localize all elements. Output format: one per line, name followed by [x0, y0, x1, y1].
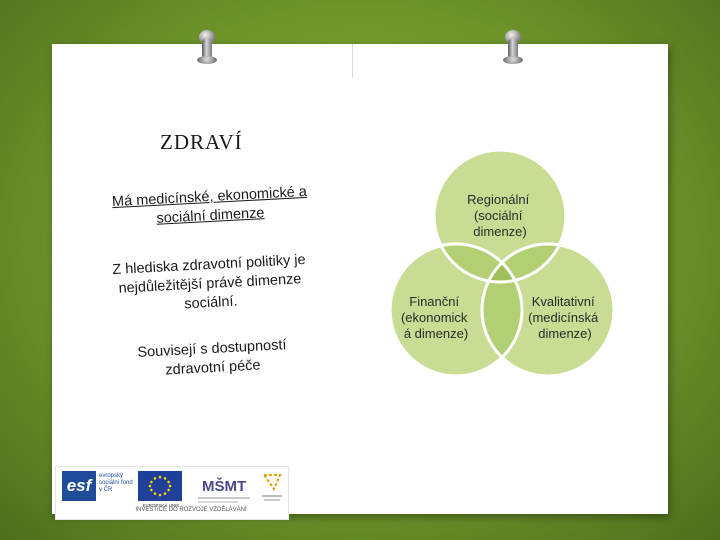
- paragraph-social-dimension: Z hlediska zdravotní politiky je nejdůležitější právě dimenze sociální.: [111, 251, 306, 313]
- msmt-logo: [194, 469, 254, 509]
- eu-flag-icon: [138, 471, 182, 501]
- pushpin-right-icon: [502, 30, 524, 70]
- svg-text:MŠMT: MŠMT: [202, 478, 247, 495]
- venn-label-financial: Finanční (ekonomick á dimenze): [400, 294, 469, 341]
- paragraph-accessibility-text: Souvisejí s: [137, 341, 212, 361]
- paper-fold-line: [352, 44, 353, 78]
- investice-caption: INVESTICE DO ROZVOJE VZDĚLÁVÁNÍ: [135, 507, 247, 513]
- paragraph-accessibility-emphasis: dostupností zdravotní péče: [165, 337, 287, 379]
- subtitle-text: Má medicínské, ekonomické a sociální dimenze: [111, 183, 308, 227]
- venn-label-qualitative: Kvalitativní (medicínská dimenze): [528, 294, 599, 341]
- esf-logo: esf: [62, 471, 96, 501]
- slide-title: ZDRAVÍ: [160, 130, 243, 154]
- esf-logo-text: evropský sociální fond v ČR: [99, 473, 133, 493]
- venn-label-regional: Regionální (sociální dimenze): [467, 192, 530, 239]
- op-vk-logo: [260, 471, 284, 505]
- funding-logos-strip: [55, 466, 289, 520]
- venn-diagram: [360, 150, 640, 410]
- eu-caption: EVROPSKÁ UNIE: [142, 503, 180, 508]
- pushpin-left-icon: [196, 30, 218, 70]
